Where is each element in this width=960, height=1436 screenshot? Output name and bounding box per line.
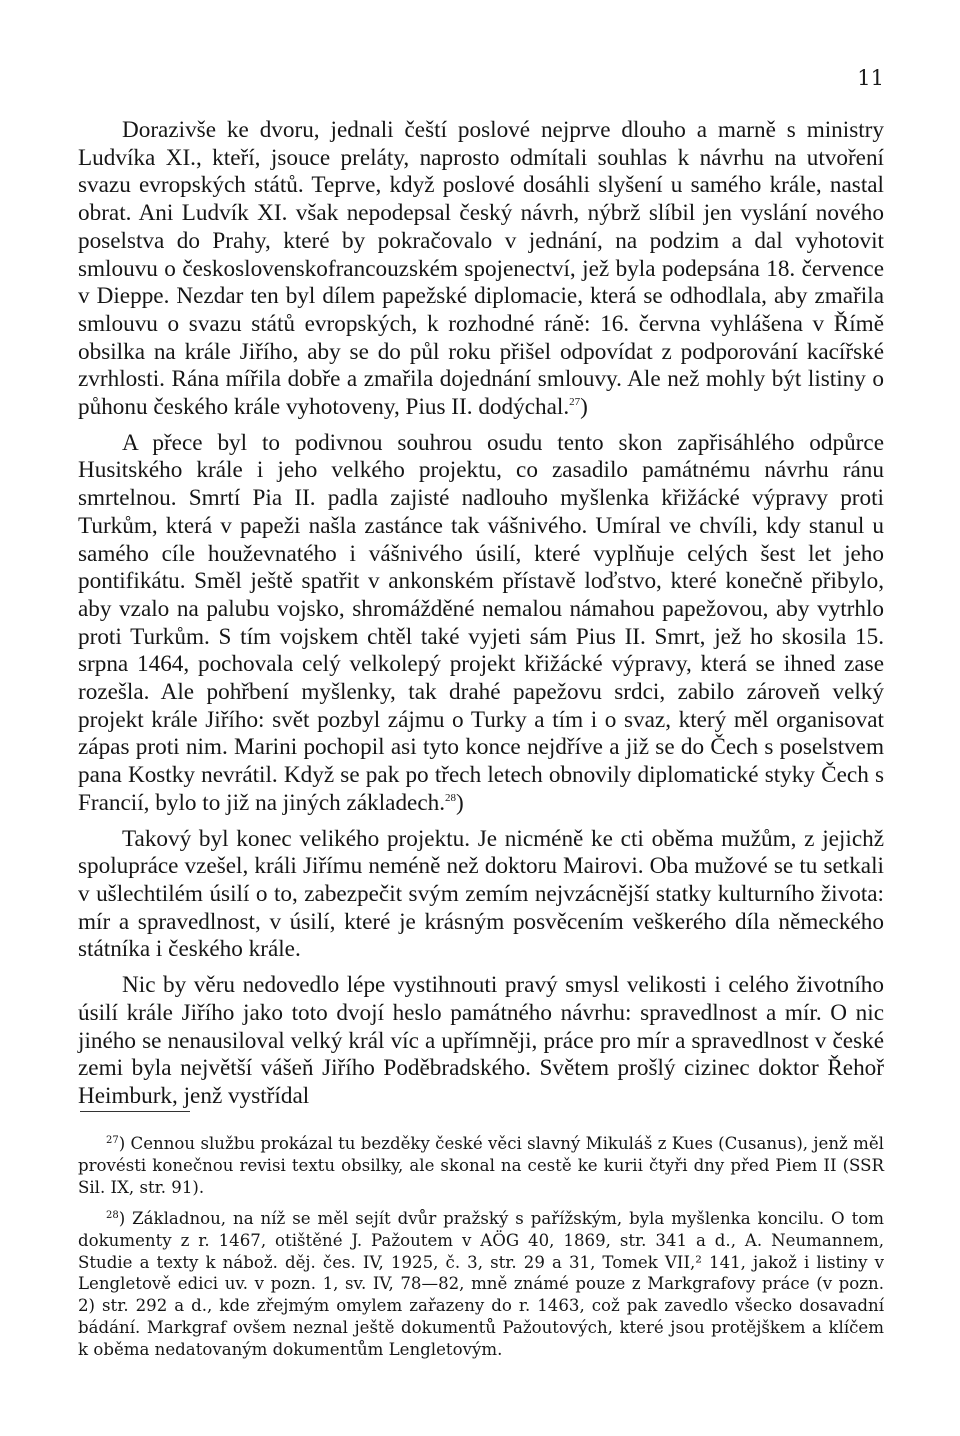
main-text xyxy=(78,117,884,1119)
footnote-text: ) Základnou, na níž se měl sejít dvůr pražský s pařížským, byla myšlenka koncilu. O tom dokumenty z r. 1467, otištěné J. Pažoutem v AÖG 40, 1869, str. 341 a d., A. Neumannem, Studie a texty k nábož. děj. čes. IV, 1925, č. 3, str. 29 a 31, Tomek VII,² 141, jakož i listiny v Lengletově edici uv. v pozn. 1, sv. IV, 78—82, mně známé pouze z Markgrafovy práce (v pozn. 2) str. 292 a d., kde zřejmým omylem zařazeny do r. 1463, což pak zavedlo všecko dosavadní bádání. Markgraf ovšem neznal ještě dokumentů Pažoutových, které jsou protějškem a klíčem k oběma nedatovaným dokumentům Lengletovým. xyxy=(78,1208,884,1360)
footnote-ref: 28 xyxy=(445,791,457,804)
paragraph xyxy=(78,117,884,422)
paragraph-text: Dorazivše ke dvoru, jednali čeští poslové nejprve dlouho a marně s ministry Ludvíka XI., kteří, jsouce preláty, naprosto odmítali souhlas k návrhu na utvoření svazu evropských států. Teprve, když poslové dosáhli slyšení u samého krále, nastal obrat. Ani Ludvík XI. však nepodepsal český návrh, nýbrž slíbil jen vyslání nového poselstva do Prahy, které by pokračovalo v jednání, na podzim a dal vyhotovit smlouvu o československofrancouzském spojenectví, jež byla podepsána 18. července v Dieppe. Nezdar ten byl dílem papežské diplomacie, která se odhodlala, aby zmařila smlouvu o svazu států evropských, k rozhodné ráně: 16. června vyhlášena v Římě obsilka na krále Jiřího, aby se do půl roku přišel odpovídat z podporování kacířské zvrhlosti. Rána mířila dobře a zmařila dojednání smlouvy. Ale než mohly být listiny o půhonu českého krále vyhotoveny, Pius II. dodýchal. xyxy=(78,117,884,421)
footnote-divider xyxy=(80,1111,190,1112)
paragraph xyxy=(78,826,884,965)
paragraph-text: A přece byl to podivnou souhrou osudu tento skon zapřisáhlého odpůrce Husitského krále i jeho velkého projektu, co zasadilo památnému návrhu ránu smrtelnou. Smrtí Pia II. padla zajisté nadlouho myšlenka křižácké výpravy proti Turkům, která v papeži našla zastánce tak vášnivého. Umíral ve chvíli, kdy stanul u samého cíle houževnatého i vášnivého úsilí, které vyplňuje celých šest let jeho pontifikátu. Směl ještě spatřit v ankonském přístavě loďstvo, které konečně přibylo, aby vzalo na palubu vojsko, shromážděné nemalou námahou papežovou, aby vytrhlo proti Turkům. S tím vojskem chtěl také vyjeti sám Pius II. Smrt, jež ho skosila 15. srpna 1464, pochovala celý velkolepý projekt křižácké výpravy, která se ihned zase rozešla. Ale pohřbení myšlenky, tak drahé papežovu srdci, zabilo zároveň velký projekt krále Jiřího: svět pozbyl zájmu o Turky a tím i o svaz, který měl organisovat zápas proti nim. Marini pochopil asi tyto konce nejdříve a již se do Čech s poselstvem pana Kostky nevrátil. Když se pak po třech letech obnovily diplomatické styky Čech s Francií, bylo to již na jiných základech. xyxy=(78,429,884,816)
footnote xyxy=(78,1133,884,1199)
footnote xyxy=(78,1208,884,1361)
footnote-text: ) Cennou službu prokázal tu bezděky české věci slavný Mikuláš z Kues (Cusanus), jenž měl provésti konečnou revisi textu obsilky, ale skonal na cestě ke kurii čtyři dny před Piem II (SSR Sil. IX, str. 91). xyxy=(78,1134,884,1197)
footnote-ref: 27 xyxy=(569,396,581,409)
paragraph xyxy=(78,430,884,818)
footnotes xyxy=(78,1133,884,1370)
page-number: 11 xyxy=(857,66,884,90)
footnote-ref-paren: ) xyxy=(580,394,588,421)
paragraph-text: Takový byl konec velikého projektu. Je nicméně ke cti oběma mužům, z jejichž spolupráce vzešel, králi Jiřímu neméně než doktoru Mairovi. Oba mužové se tu setkali v ušlechtilém úsilí o to, zabezpečit svým zemím nejvzácnější statky kulturního života: mír a spravedlnost, v úsilí, které je krásným posvěcením veškerého díla německého státníka i českého krále. xyxy=(78,825,884,963)
paragraph-text: Nic by věru nedovedlo lépe vystihnouti pravý smysl velikosti i celého životního úsilí krále Jiřího jako toto dvojí heslo památného návrhu: spravedlnost a mír. O nic jiného se nenausiloval velký král víc a upřímněji, práce pro mír a spravedlnost v české zemi byla největší vášeň Jiřího Poděbradského. Světem prošlý cizinec doktor Řehoř Heimburk, jenž vystřídal xyxy=(78,972,884,1109)
footnote-mark: 28 xyxy=(106,1209,119,1221)
footnote-mark: 27 xyxy=(106,1135,119,1146)
footnote-ref-paren: ) xyxy=(456,789,464,816)
paragraph xyxy=(78,972,884,1111)
